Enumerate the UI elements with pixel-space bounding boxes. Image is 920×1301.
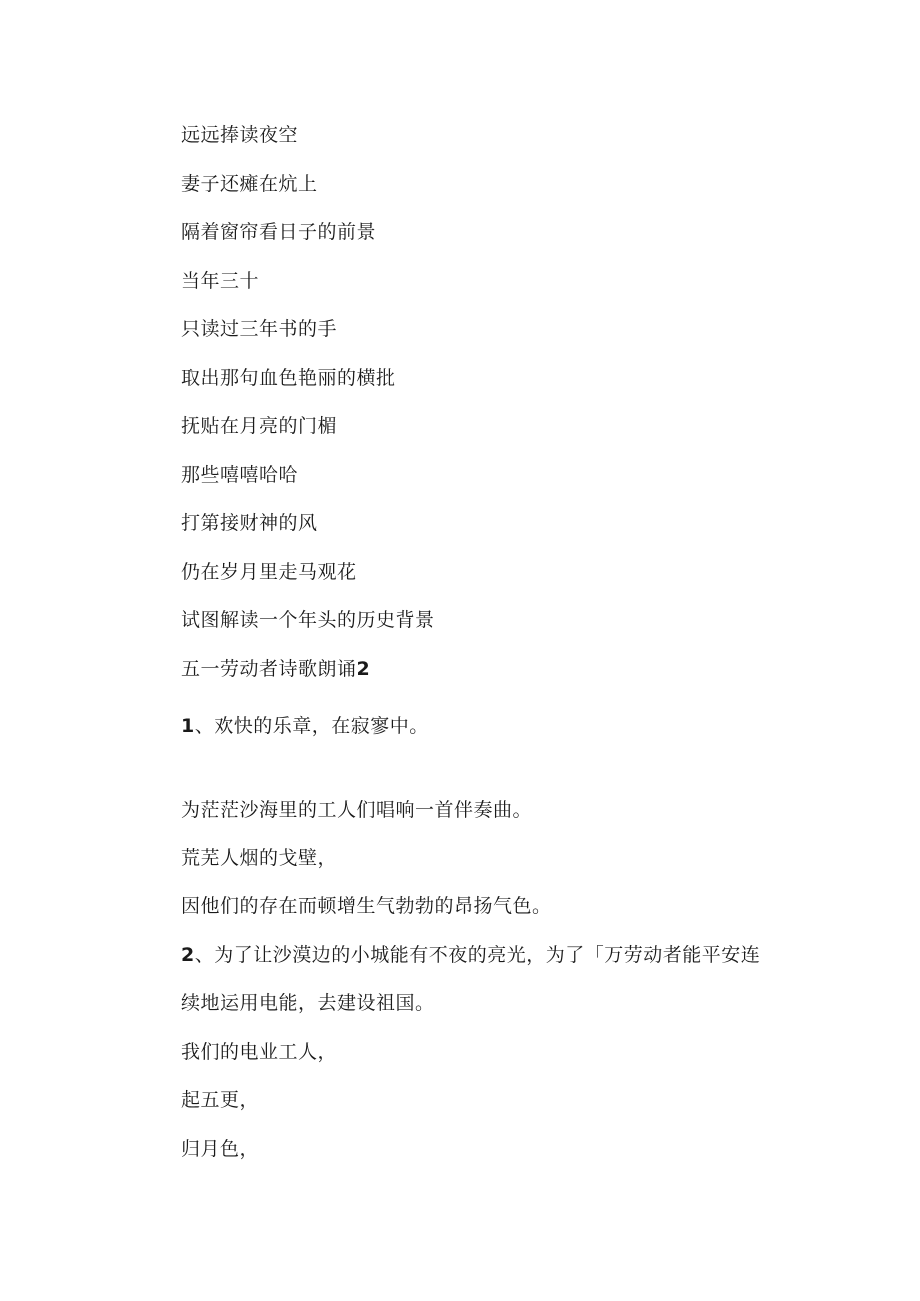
poem-line: 抚贴在月亮的门楣 [181, 415, 338, 437]
poem-line: 起五更， [181, 1089, 260, 1111]
section-title-text: 五一劳动者诗歌朗诵 [181, 658, 357, 680]
poem-line: 为茫茫沙海里的工人们唱响一首伴奏曲。 [181, 799, 533, 821]
stanza-number: 2 [181, 944, 195, 966]
stanza-text: 、欢快的乐章，在寂寥中。 [194, 715, 429, 737]
poem-line: 我们的电业工人， [181, 1041, 338, 1063]
poem-line: 妻子还瘫在炕上 [181, 173, 318, 195]
poem-line: 因他们的存在而顿增生气勃勃的昂扬气色。 [181, 895, 552, 917]
section-title [181, 657, 370, 681]
poem-line: 隔着窗帘看日子的前景 [181, 221, 377, 243]
stanza-2-continuation: 续地运用电能，去建设祖国。 [181, 992, 435, 1014]
section-title-number: 2 [356, 658, 371, 680]
stanza-number: 1 [181, 715, 195, 737]
poem-line: 那些嘻嘻哈哈 [181, 464, 299, 486]
stanza-2-first-line [181, 943, 760, 967]
poem-line: 当年三十 [181, 270, 260, 292]
poem-line: 远远捧读夜空 [181, 124, 299, 146]
poem-line: 仍在岁月里走马观花 [181, 561, 357, 583]
poem-line: 归月色， [181, 1138, 260, 1160]
poem-line: 打第接财神的风 [181, 512, 318, 534]
stanza-text: 、为了让沙漠边的小城能有不夜的亮光，为了「万劳动者能平安连 [194, 944, 761, 966]
poem-line: 取出那句血色艳丽的横批 [181, 367, 396, 389]
poem-line: 只读过三年书的手 [181, 318, 338, 340]
stanza-1-first-line [181, 714, 429, 738]
poem-line: 试图解读一个年头的历史背景 [181, 609, 435, 631]
poem-line: 荒芜人烟的戈壁， [181, 847, 338, 869]
